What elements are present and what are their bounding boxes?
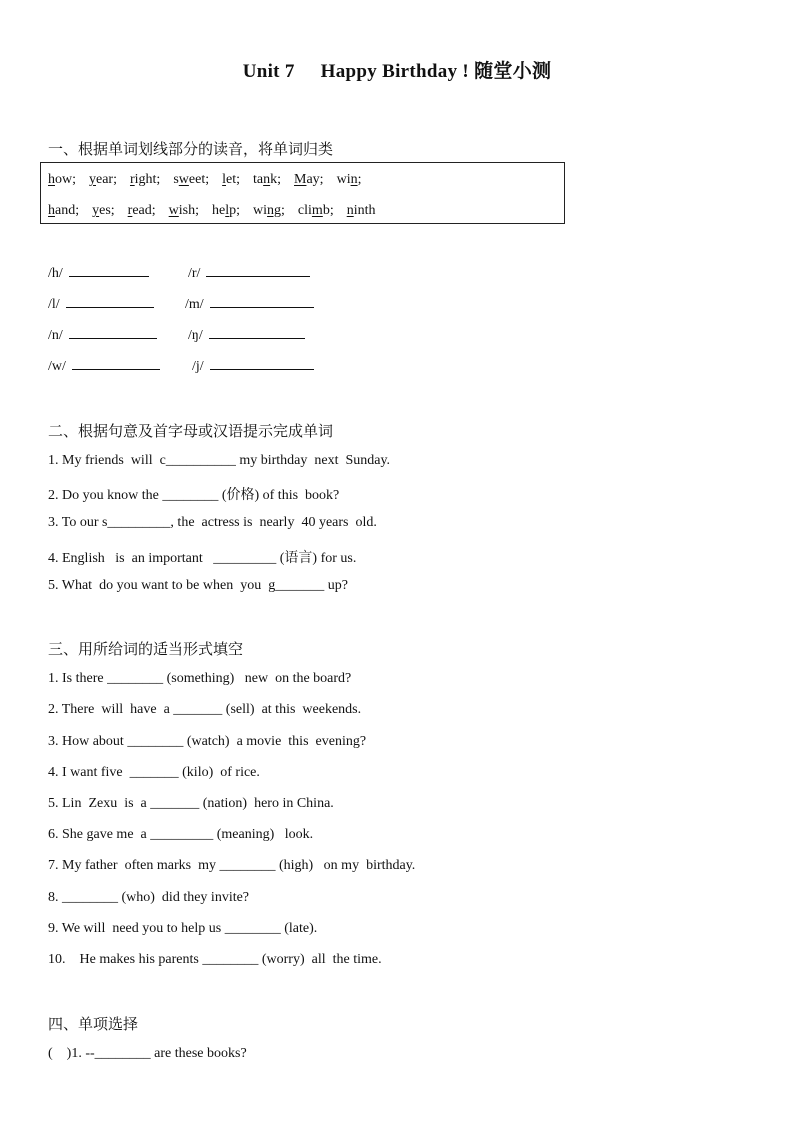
word-item: ninth (346, 203, 376, 218)
underlined-letters: n (263, 172, 271, 187)
underlined-letters: l (225, 203, 230, 218)
page-title (0, 56, 794, 83)
underlined-letters: y (89, 172, 96, 187)
underlined-letters: r (129, 172, 135, 187)
underlined-letters: n (346, 203, 354, 218)
question-item: 1. Is there ________ (something) new on the board? (48, 671, 352, 686)
word-item: climb; (297, 203, 334, 218)
answer-blank[interactable] (210, 306, 314, 308)
underlined-letters: ng (267, 203, 282, 218)
question-item: 8. ________ (who) did they invite? (48, 890, 250, 905)
phoneme-j: /j/ (192, 359, 314, 375)
answer-blank[interactable] (69, 275, 149, 277)
question-item: 7. My father often marks my ________ (high) on my birthday. (48, 858, 416, 873)
word-item: how; (48, 172, 76, 187)
word-item: yes; (92, 203, 115, 218)
underlined-letters: l (222, 172, 227, 187)
underlined-letters: w (168, 203, 179, 218)
phoneme-ng: /ŋ/ (188, 328, 305, 344)
phoneme-m: /m/ (185, 297, 314, 313)
answer-blank[interactable] (69, 337, 157, 339)
underlined-letters: y (92, 203, 100, 218)
phoneme-l: /l/ (48, 297, 154, 313)
word-item: read; (127, 203, 156, 218)
word-item: win; (336, 172, 362, 187)
phoneme-w: /w/ (48, 359, 160, 375)
word-item: year; (89, 172, 117, 187)
question-item: 4. I want five _______ (kilo) of rice. (48, 765, 260, 780)
underlined-letters: M (294, 172, 307, 187)
word-item: tank; (253, 172, 282, 187)
word-item: wing; (253, 203, 285, 218)
word-row-1 (48, 172, 374, 188)
question-item: 2. Do you know the ________ (价格) of this book? (48, 488, 340, 503)
question-item: 3. To our s_________, the actress is nearly 40 years old. (48, 515, 377, 530)
question-item: 5. What do you want to be when you g_______ up? (48, 578, 348, 593)
section-3-heading: 三、用所给词的适当形式填空 (48, 640, 244, 658)
underlined-letters: w (178, 172, 189, 187)
word-item: wish; (168, 203, 200, 218)
section-4-heading: 四、单项选择 (48, 1015, 139, 1033)
question-item: 4. English is an important _________ (语言) for us. (48, 551, 357, 566)
word-item: let; (222, 172, 241, 187)
title-main: Happy Birthday ! 随堂小测 (320, 61, 552, 82)
underlined-letters: m (311, 203, 323, 218)
phoneme-h: /h/ (48, 266, 149, 282)
word-item: right; (129, 172, 161, 187)
underlined-letters: h (48, 172, 55, 187)
question-item: 10. He makes his parents ________ (worry) all the time. (48, 952, 382, 967)
underlined-letters: h (48, 203, 55, 218)
answer-blank[interactable] (206, 275, 310, 277)
question-item: 2. There will have a _______ (sell) at this weekends. (48, 702, 362, 717)
section-1-heading: 一、根据单词划线部分的读音，将单词归类 (48, 140, 334, 158)
question-item: 1. My friends will c__________ my birthday next Sunday. (48, 453, 391, 468)
question-item: 9. We will need you to help us ________ (late). (48, 921, 318, 936)
question-item: 5. Lin Zexu is a _______ (nation) hero in China. (48, 796, 334, 811)
question-item: 3. How about ________ (watch) a movie this evening? (48, 734, 367, 749)
answer-blank[interactable] (209, 337, 305, 339)
title-unit: Unit 7 (242, 61, 295, 82)
word-item: hand; (48, 203, 80, 218)
answer-blank[interactable] (72, 368, 160, 370)
section-2-heading: 二、根据句意及首字母或汉语提示完成单词 (48, 422, 334, 440)
answer-blank[interactable] (66, 306, 154, 308)
question-item: ( )1. --________ are these books? (48, 1046, 247, 1061)
word-row-2 (48, 203, 388, 219)
phoneme-n: /n/ (48, 328, 157, 344)
word-item: help; (212, 203, 241, 218)
underlined-letters: n (350, 172, 358, 187)
word-box (40, 162, 565, 224)
phoneme-r: /r/ (188, 266, 310, 282)
underlined-letters: r (127, 203, 133, 218)
word-item: sweet; (173, 172, 210, 187)
answer-blank[interactable] (210, 368, 314, 370)
question-item: 6. She gave me a _________ (meaning) look. (48, 827, 314, 842)
word-item: May; (294, 172, 324, 187)
